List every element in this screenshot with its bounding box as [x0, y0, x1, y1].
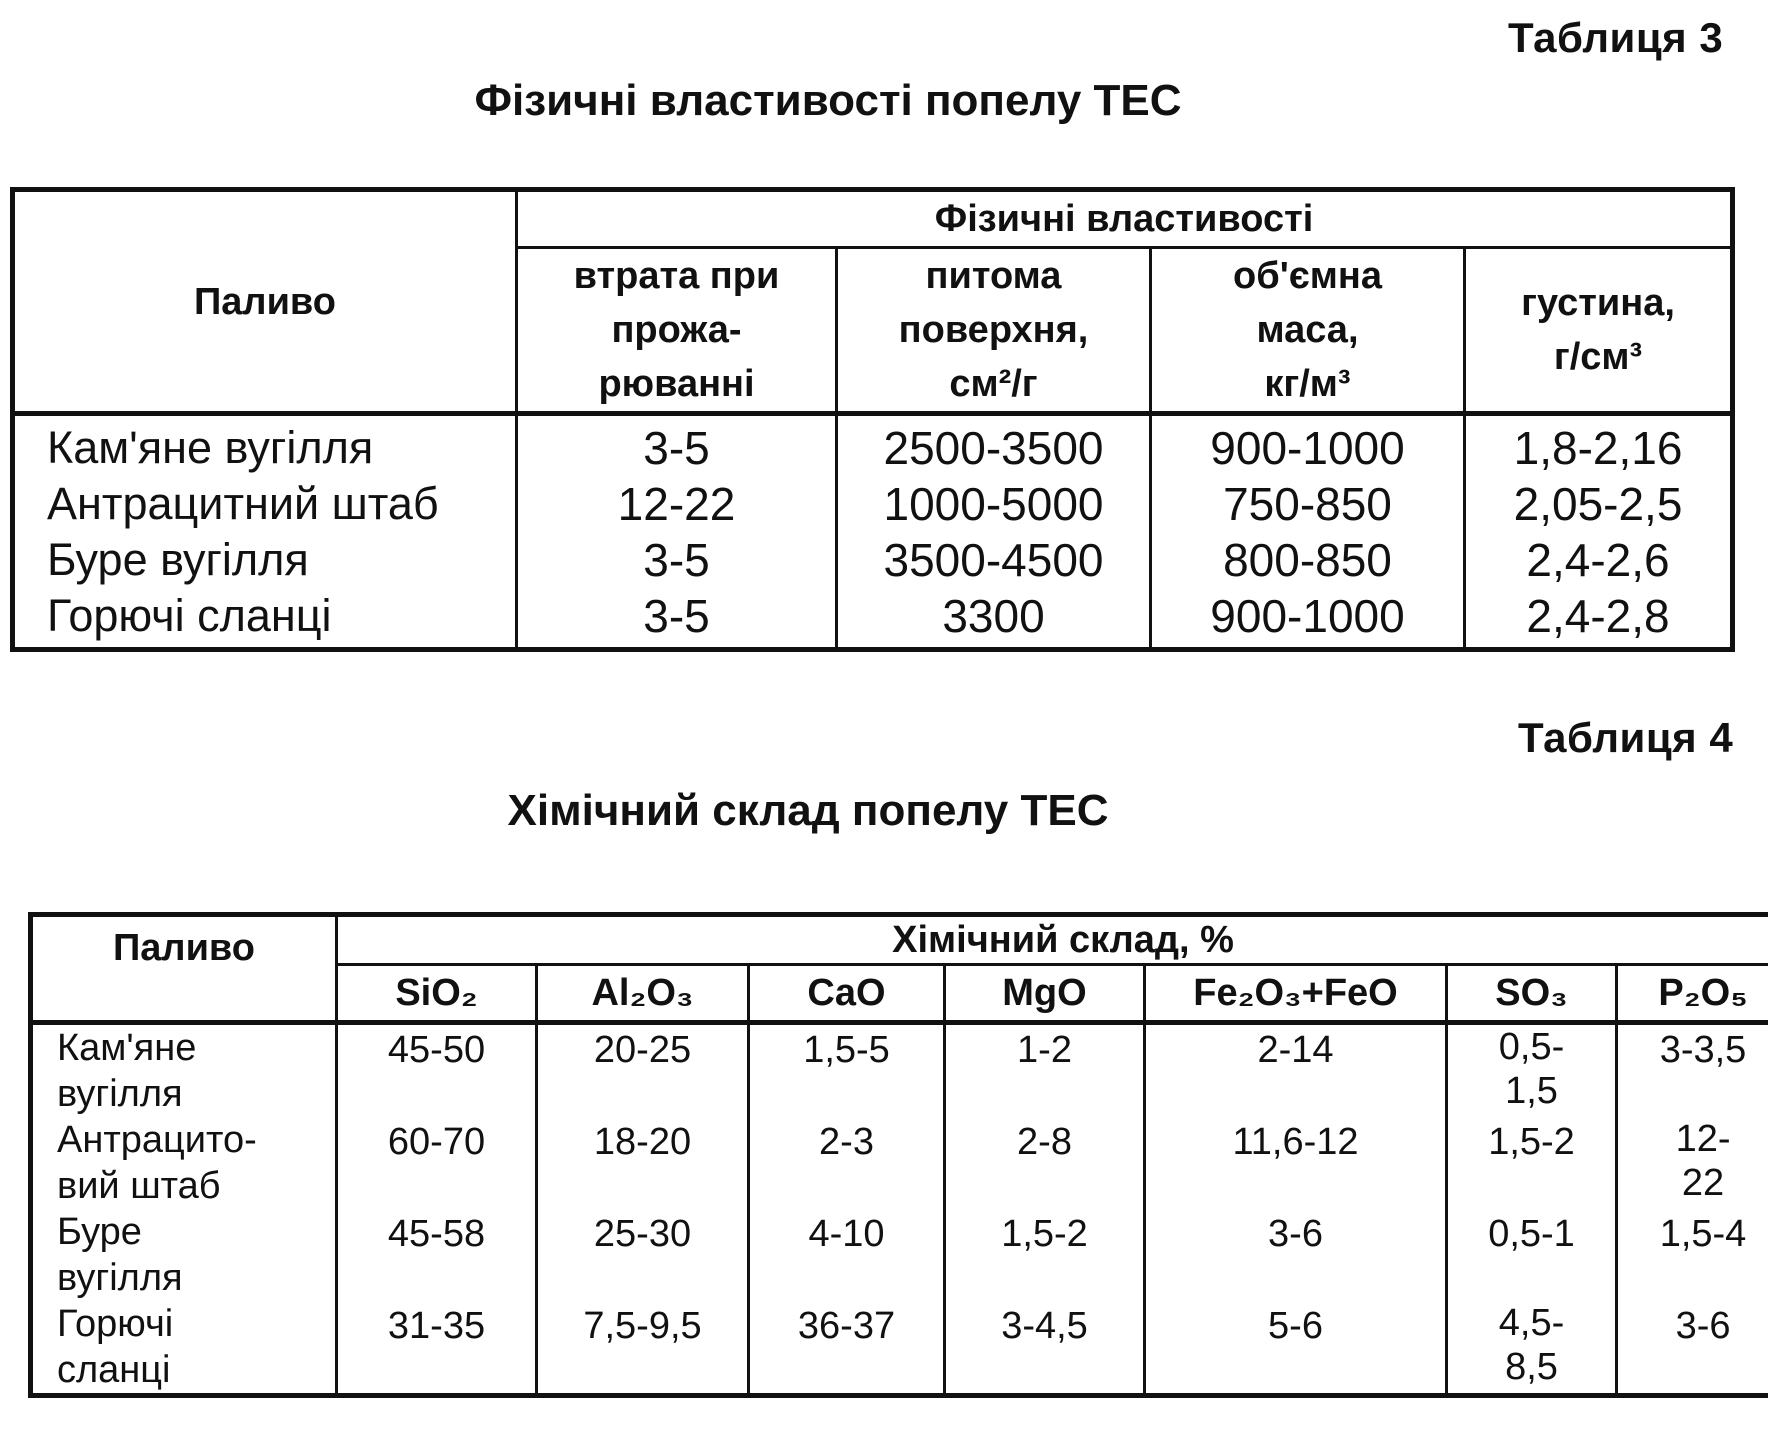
table-cell	[946, 1117, 1143, 1209]
cell-value: 22	[1681, 1162, 1725, 1204]
col-header-6: P₂O₅	[1617, 965, 1768, 1023]
table-cell	[1146, 1209, 1445, 1301]
col-header-specific-surface: питома поверхня, см²/г	[837, 248, 1151, 414]
cell-value: 60-70	[387, 1121, 486, 1163]
cell-value: 25-30	[593, 1213, 692, 1255]
table4-title: Хімічний склад попелу ТЕС	[507, 786, 1109, 835]
fuel-column	[31, 1023, 337, 1396]
table-cell	[1448, 1209, 1615, 1301]
col-header-ignition-loss: втрата при прожа- рюванні	[517, 248, 837, 414]
table-cell	[1448, 1301, 1615, 1393]
cell-value: 11,6-12	[1232, 1121, 1359, 1163]
cell-value: 31-35	[387, 1305, 486, 1347]
values-column	[1145, 1023, 1447, 1396]
density-values: 1,8-2,16 2,05-2,5 2,4-2,6 2,4-2,8	[1465, 414, 1733, 650]
cell-value: 2-8	[1017, 1121, 1072, 1163]
table-cell	[750, 1301, 943, 1393]
fuel-name-line: Горючі	[57, 1303, 174, 1345]
cell-value: 1,5-5	[803, 1029, 890, 1071]
cell-value: 2-3	[819, 1121, 874, 1163]
cell-value: 36-37	[797, 1305, 896, 1347]
cell-value: 12-	[1675, 1118, 1731, 1160]
cell-value: 0,5-	[1498, 1026, 1565, 1068]
group-header: Фізичні властивості	[517, 190, 1733, 248]
table-cell	[1146, 1025, 1445, 1117]
specific-surface-values: 2500-3500 1000-5000 3500-4500 3300	[837, 414, 1151, 650]
cell-value: 1,5-2	[1488, 1121, 1575, 1163]
ignition-loss-values: 3-5 12-22 3-5 3-5	[517, 414, 837, 650]
table-cell	[538, 1025, 747, 1117]
col-header-density: густина, г/см³	[1465, 248, 1733, 414]
cell-value: 3-3,5	[1659, 1029, 1747, 1071]
col-header-3: MgO	[945, 965, 1145, 1023]
fuel-name-line: Кам'яне	[57, 1027, 197, 1069]
table-cell	[946, 1209, 1143, 1301]
cell-value: 20-25	[593, 1029, 692, 1071]
values-column	[537, 1023, 749, 1396]
table-cell	[538, 1209, 747, 1301]
table-row	[31, 1023, 1768, 1396]
cell-value: 3-4,5	[1001, 1305, 1088, 1347]
fuel-column: Кам'яне вугілля Антрацитний штаб Буре вугілля Горючі сланці	[13, 414, 517, 650]
values-column	[337, 1023, 537, 1396]
col-header-1: Al₂O₃	[537, 965, 749, 1023]
table-cell	[338, 1301, 535, 1393]
cell-value: 2-14	[1257, 1029, 1334, 1071]
cell-value: 1,5-2	[1001, 1213, 1088, 1255]
values-column	[945, 1023, 1145, 1396]
table-cell	[750, 1209, 943, 1301]
col-header-4: Fe₂O₃+FeO	[1145, 965, 1447, 1023]
fuel-name-line: Буре	[57, 1211, 142, 1253]
physical-properties-table	[10, 187, 1735, 652]
table-cell	[750, 1025, 943, 1117]
chemical-composition-table	[28, 912, 1768, 1398]
table3-title: Фізичні властивості попелу ТЕС	[474, 76, 1182, 125]
fuel-name-line: вугілля	[57, 1257, 183, 1299]
table-cell	[338, 1117, 535, 1209]
values-column	[749, 1023, 945, 1396]
col-header-2: CaO	[749, 965, 945, 1023]
cell-value: 1,5	[1505, 1070, 1558, 1112]
cell-value: 1-2	[1017, 1029, 1072, 1071]
cell-value: 7,5-9,5	[583, 1305, 702, 1347]
bulk-mass-values: 900-1000 750-850 800-850 900-1000	[1151, 414, 1465, 650]
cell-value: 8,5	[1505, 1346, 1558, 1388]
group-header-4: Хімічний склад, %	[337, 915, 1768, 965]
col-header-bulk-mass: об'ємна маса, кг/м³	[1151, 248, 1465, 414]
table3-label: Таблиця 3	[1508, 14, 1724, 61]
cell-value: 4,5-	[1498, 1302, 1565, 1344]
table-cell	[946, 1025, 1143, 1117]
table-cell	[1448, 1025, 1615, 1117]
fuel-header-4: Паливо	[31, 915, 337, 1023]
cell-value: 3-6	[1675, 1305, 1731, 1347]
table-cell	[1618, 1117, 1768, 1209]
table-cell	[750, 1117, 943, 1209]
table-cell	[946, 1301, 1143, 1393]
fuel-name-line: сланці	[57, 1349, 171, 1391]
table-cell	[1618, 1209, 1768, 1301]
table-cell	[1146, 1117, 1445, 1209]
cell-value: 4-10	[808, 1213, 885, 1255]
fuel-name-line: вугілля	[57, 1073, 183, 1115]
table-cell	[1448, 1117, 1615, 1209]
col-header-0: SiO₂	[337, 965, 537, 1023]
table-cell	[338, 1025, 535, 1117]
cell-value: 45-50	[387, 1029, 486, 1071]
table-cell	[1618, 1025, 1768, 1117]
cell-value: 45-58	[387, 1213, 486, 1255]
table-cell	[538, 1117, 747, 1209]
cell-value: 18-20	[593, 1121, 692, 1163]
cell-value: 5-6	[1268, 1305, 1323, 1347]
values-column	[1617, 1023, 1768, 1396]
fuel-header: Паливо	[13, 190, 517, 414]
fuel-name-line: вий штаб	[57, 1165, 221, 1207]
table-cell	[1618, 1301, 1768, 1393]
table-cell	[538, 1301, 747, 1393]
table-cell	[338, 1209, 535, 1301]
fuel-name-line: Антрацито-	[57, 1119, 257, 1161]
table-cell	[1146, 1301, 1445, 1393]
cell-value: 0,5-1	[1488, 1213, 1575, 1255]
col-header-5: SO₃	[1447, 965, 1617, 1023]
cell-value: 1,5-4	[1659, 1213, 1747, 1255]
table4-label: Таблиця 4	[1518, 714, 1734, 761]
cell-value: 3-6	[1268, 1213, 1323, 1255]
values-column	[1447, 1023, 1617, 1396]
